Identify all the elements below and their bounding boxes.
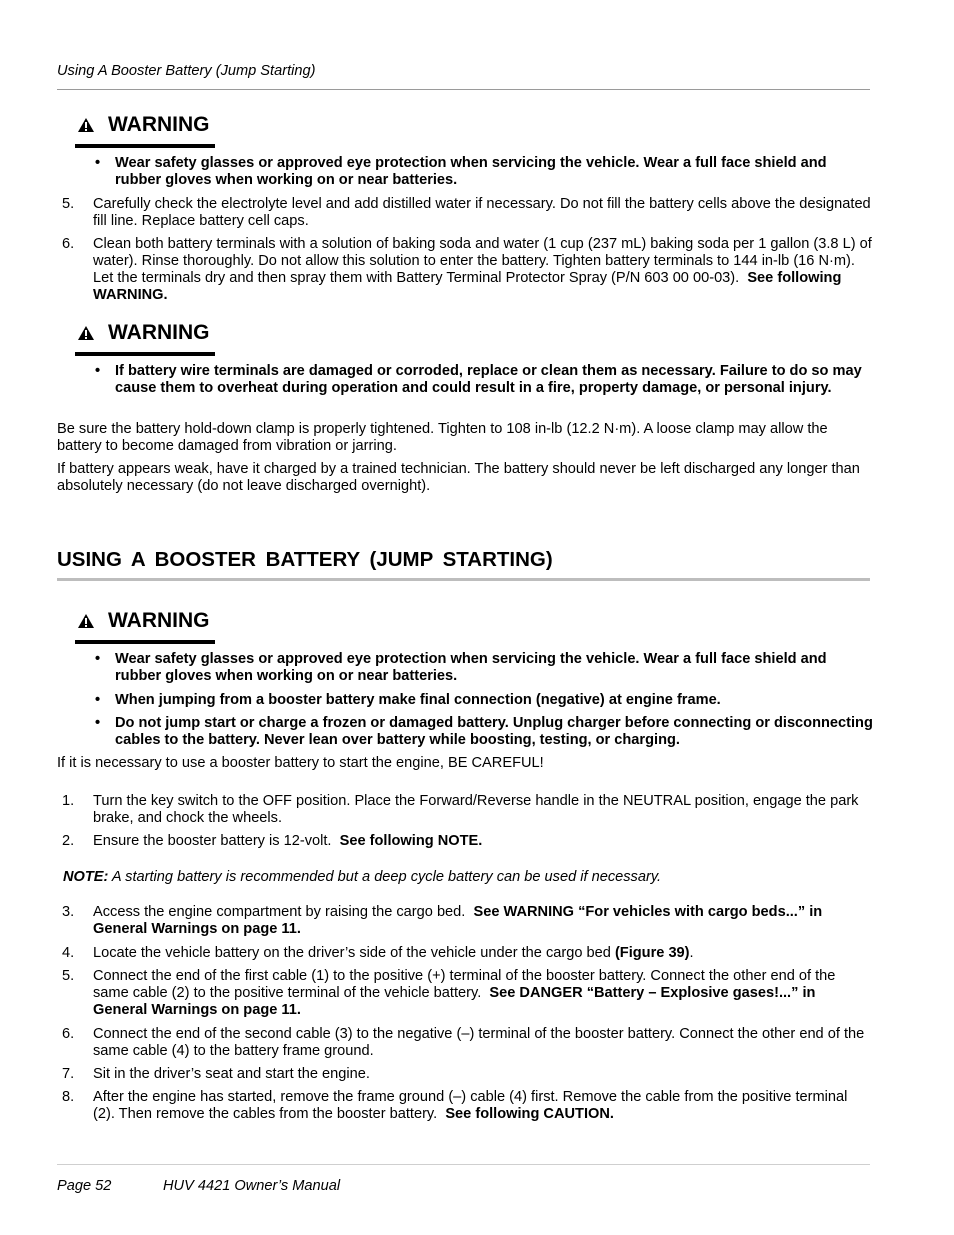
bullet-marker: • [95, 651, 101, 667]
step-number: 8. [62, 1089, 75, 1105]
bullet-marker: • [95, 363, 101, 379]
warning-label: WARNING [108, 609, 210, 632]
footer-rule [57, 1164, 870, 1165]
step-text: After the engine has started, remove the frame ground (–) cable (4) first. Remove the cable from the positive terminal (2). Then remove the cables from the booster battery. See following CAUTION. [93, 1089, 848, 1122]
bullet-marker: • [95, 155, 101, 171]
bullet-marker: • [95, 692, 101, 708]
step-number: 5. [62, 196, 75, 212]
note [63, 869, 661, 886]
page-number: Page 52 [57, 1178, 112, 1194]
body-paragraph: If battery appears weak, have it charged by a trained technician. The battery should never be left discharged any longer than absolutely necessary (do not leave discharged overnight). [57, 461, 860, 494]
running-header: Using A Booster Battery (Jump Starting) [57, 63, 316, 79]
warning-heading-1 [75, 108, 215, 148]
warning-label: WARNING [108, 321, 210, 344]
step-text: Locate the vehicle battery on the driver’s side of the vehicle under the cargo bed (Figure 39). [93, 945, 694, 961]
warning-triangle-icon [77, 325, 95, 341]
warning-heading-3 [75, 604, 215, 644]
warning-bullet: Do not jump start or charge a frozen or damaged battery. Unplug charger before connecting or disconnecting cables to the battery. Never lean over battery while boosting, testing, or charging. [115, 715, 873, 748]
section-rule [57, 578, 870, 581]
warning-bullet: If battery wire terminals are damaged or corroded, replace or clean them as necessary. Failure to do so may cause them to overheat during operation and could result in a fire, property damage, or personal injury. [115, 363, 862, 396]
step-number: 3. [62, 904, 75, 920]
step-text: Turn the key switch to the OFF position. Place the Forward/Reverse handle in the NEUTRAL position, engage the park brake, and chock the wheels. [93, 793, 859, 826]
warning-triangle-icon [77, 117, 95, 133]
section-title: USING A BOOSTER BATTERY (JUMP STARTING) [57, 548, 553, 571]
step-number: 7. [62, 1066, 75, 1082]
warning-bullet: When jumping from a booster battery make final connection (negative) at engine frame. [115, 692, 721, 708]
warning-triangle-icon [77, 613, 95, 629]
note-text: A starting battery is recommended but a deep cycle battery can be used if necessary. [111, 869, 662, 885]
step-number: 5. [62, 968, 75, 984]
bullet-marker: • [95, 715, 101, 731]
step-number: 1. [62, 793, 75, 809]
step-number: 6. [62, 236, 75, 252]
step-text: Connect the end of the second cable (3) to the negative (–) terminal of the booster battery. Connect the other end of the same cable (4) to the battery frame ground. [93, 1026, 865, 1059]
step-number: 2. [62, 833, 75, 849]
step-text: Carefully check the electrolyte level and add distilled water if necessary. Do not fill the battery cells above the designated fill line. Replace battery cell caps. [93, 196, 871, 229]
step-number: 6. [62, 1026, 75, 1042]
step-text: Access the engine compartment by raising the cargo bed. See WARNING “For vehicles with cargo beds...” in General Warnings on page 11. [93, 904, 823, 937]
step-text: Ensure the booster battery is 12-volt. See following NOTE. [93, 833, 483, 849]
step-text: Sit in the driver’s seat and start the engine. [93, 1066, 370, 1082]
step-text: Connect the end of the first cable (1) to the positive (+) terminal of the booster battery. Connect the other end of the same cable (2) to the positive terminal of the vehicle battery. See DANGER “Battery – Explosive gases!...” in General Warnings on page 11. [93, 968, 836, 1018]
step-number: 4. [62, 945, 75, 961]
note-label: NOTE: [63, 869, 109, 885]
warning-bullet: Wear safety glasses or approved eye protection when servicing the vehicle. Wear a full face shield and rubber gloves when working on or near batteries. [115, 155, 827, 188]
step-text: Clean both battery terminals with a solution of baking soda and water (1 cup (237 mL) baking soda per 1 gallon (3.8 L) of water). Rinse thoroughly. Do not allow this solution to enter the battery. Tighten battery terminals to 144 in-lb (16 N·m). Let the terminals dry and then spray them with Battery Terminal Protector Spray (P/N 603 00 00-03). See following WARNING. [93, 236, 872, 303]
warning-label: WARNING [108, 113, 210, 136]
header-rule [57, 89, 870, 90]
warning-heading-2 [75, 316, 215, 356]
manual-title: HUV 4421 Owner’s Manual [163, 1178, 341, 1194]
body-paragraph: Be sure the battery hold-down clamp is properly tightened. Tighten to 108 in-lb (12.2 N·m). A loose clamp may allow the battery to become damaged from vibration or jarring. [57, 421, 828, 454]
warning-bullet: Wear safety glasses or approved eye protection when servicing the vehicle. Wear a full face shield and rubber gloves when working on or near batteries. [115, 651, 827, 684]
intro-paragraph: If it is necessary to use a booster battery to start the engine, BE CAREFUL! [57, 755, 544, 771]
